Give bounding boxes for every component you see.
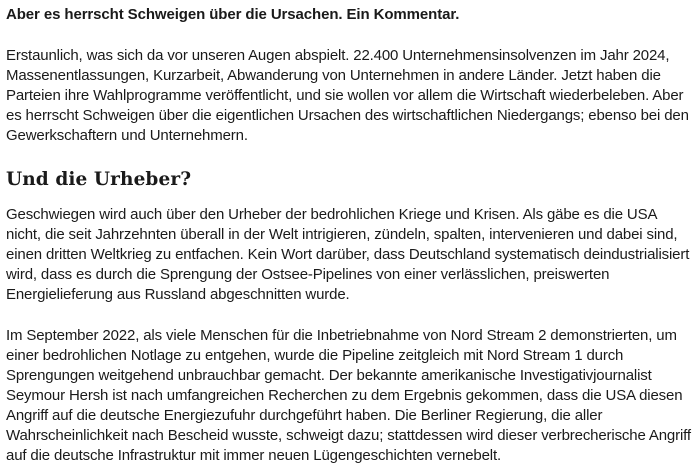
- article-paragraph-2: Geschwiegen wird auch über den Urheber der bedrohlichen Kriege und Krisen. Als gäbe es die USA nicht, die seit Jahrzehnten überall in der Welt intrigieren, zündeln, spalten, intervenieren und dabei sind, einen dritten Weltkrieg zu entfachen. Kein Wort darüber, dass Deutschland systematisch deindustrialisiert wird, dass es durch die Sprengung der Ostsee-Pipelines von einer verlässlichen, preiswerten Energielieferung aus Russland abgeschnitten wurde.: [6, 206, 690, 303]
- article-body: [6, 0, 694, 466]
- article-lead: Aber es herrscht Schweigen über die Ursachen. Ein Kommentar.: [6, 6, 460, 23]
- article-paragraph-1: Erstaunlich, was sich da vor unseren Augen abspielt. 22.400 Unternehmensinsolvenzen im Jahr 2024, Massenentlassungen, Kurzarbeit, Abwanderung von Unternehmen in andere Länder. Jetzt haben die Parteien ihre Wahlprogramme veröffentlicht, und sie wollen vor allem die Wirtschaft wiederbeleben. Aber es herrscht Schweigen über die eigentlichen Ursachen des wirtschaftlichen Niedergangs; ebenso bei den Gewerkschaftern und Unternehmern.: [6, 47, 689, 144]
- article-paragraph-3: Im September 2022, als viele Menschen für die Inbetriebnahme von Nord Stream 2 demonstrierten, um einer bedrohlichen Notlage zu entgehen, wurde die Pipeline zeitgleich mit Nord Stream 1 durch Sprengungen weitgehend unbrauchbar gemacht. Der bekannte amerikanische Investigativjournalist Seymour Hersh ist nach umfangreichen Recherchen zu dem Ergebnis gekommen, dass die USA diesen Angriff auf die deutsche Energiezufuhr durchgeführt haben. Die Berliner Regierung, die aller Wahrscheinlichkeit nach Bescheid wusste, schweigt dazu; stattdessen wird dieser verbrecherische Angriff auf die deutsche Infrastruktur mit immer neuen Lügengeschichten vernebelt.: [6, 327, 691, 464]
- section-heading: Und die Urheber?: [6, 169, 192, 190]
